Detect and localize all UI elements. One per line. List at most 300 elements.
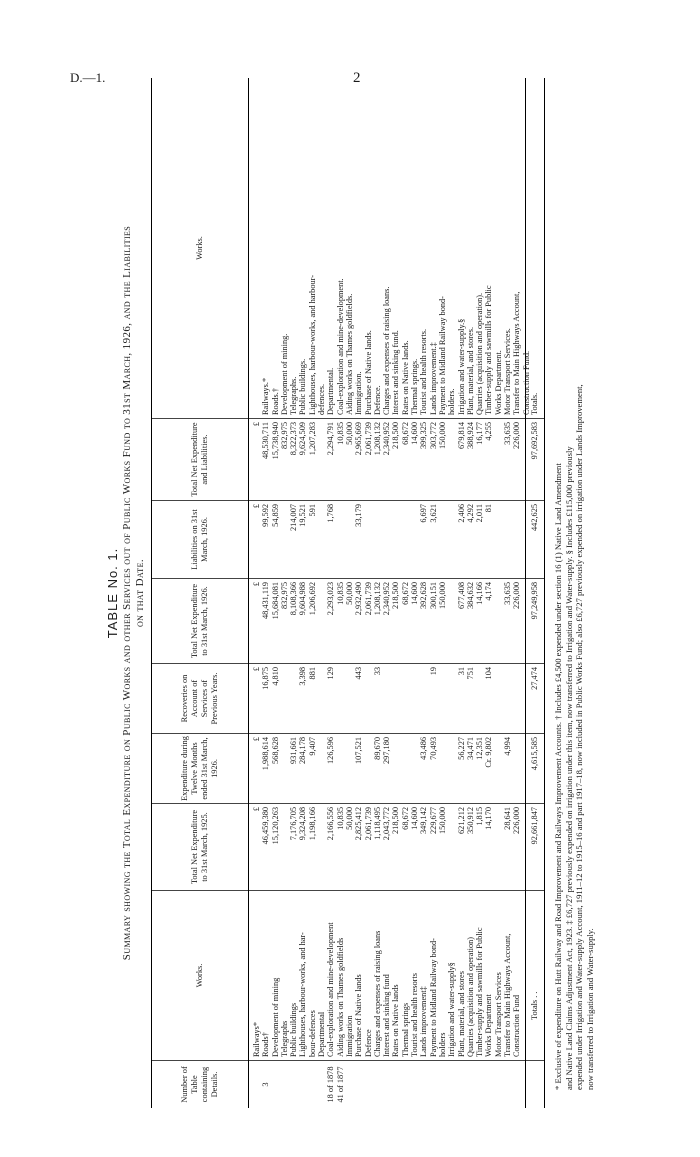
cell-works2: Roads.†	[270, 388, 280, 415]
cell-number	[252, 1064, 261, 1105]
cell-recoveries	[512, 667, 521, 730]
cell-total-1925	[317, 807, 326, 887]
cell-total-liab: 15,738,940	[270, 422, 280, 460]
cell-works: Tourist and health resorts	[410, 973, 420, 1057]
footnotes	[553, 90, 595, 1090]
cell-number	[438, 1064, 447, 1105]
totals-number-cell	[526, 1060, 544, 1108]
cell-works2: Purchase of Native lands.	[363, 330, 373, 415]
header-works-right: Works.	[195, 236, 204, 260]
cell-works: Defence	[363, 1029, 373, 1057]
cell-recoveries	[289, 667, 298, 730]
cell-recoveries: 443	[354, 667, 364, 680]
cell-number	[512, 1064, 521, 1105]
cell-works: Roads†	[261, 1032, 271, 1057]
cell-expenditure-year: 568,628	[270, 737, 280, 764]
cell-works2: holders.	[447, 388, 457, 415]
cell-total-1925: 9,324,208	[298, 807, 308, 841]
cell-total-1925: 7,176,705	[289, 807, 299, 841]
rotated-table-page	[105, 78, 625, 1108]
cell-works2: Defence.	[372, 385, 382, 415]
cell-total-1925: 68,672	[400, 807, 410, 830]
cell-total-liab: 2,340,952	[382, 422, 392, 456]
cell-works2: Lighthouses, harbour-works, and harbour-	[307, 275, 317, 415]
cell-total-1925: 10,835	[335, 807, 345, 830]
cell-works2: Lands improvement.‡	[428, 342, 438, 415]
page-number: 2	[353, 70, 361, 86]
cell-works2: defences.	[317, 383, 327, 415]
cell-expenditure-year: £	[252, 737, 261, 742]
cell-total-liab: 8,322,373	[289, 422, 299, 456]
cell-works: Departmental	[317, 1011, 327, 1057]
cell-number: 3	[261, 1082, 271, 1087]
cell-works: Charges and expenses of raising loans	[372, 930, 382, 1057]
cell-works: Lighthouses, harbour-works, and har-	[298, 932, 308, 1057]
cell-recoveries: 33	[372, 667, 382, 676]
cell-total-1926: 2,061,739	[363, 582, 373, 616]
cell-works2: Thermal springs.	[410, 358, 420, 415]
cell-total-1925: 50,000	[344, 807, 354, 830]
cell-total-1926	[447, 582, 456, 660]
cell-expenditure-year	[336, 737, 345, 800]
cell-liabilities	[280, 504, 289, 575]
cell-total-1925: 621,212	[456, 807, 466, 834]
cell-number	[280, 1064, 289, 1105]
cell-number	[289, 1064, 298, 1105]
column-works	[249, 890, 525, 1060]
header-liabilities: Liabilities on 31st March, 1926.	[152, 500, 248, 578]
cell-expenditure-year: 297,180	[382, 737, 392, 764]
cell-recoveries: 31	[456, 667, 466, 676]
cell-expenditure-year: 1,988,614	[261, 737, 271, 771]
cell-expenditure-year: Cr. 9,802	[484, 737, 494, 768]
cell-total-liab: 48,530,711	[261, 422, 271, 460]
cell-recoveries	[494, 667, 503, 730]
cell-liabilities	[410, 504, 419, 575]
cell-number	[410, 1064, 419, 1105]
cell-total-1925: 1,118,495	[372, 807, 382, 840]
cell-number	[364, 1064, 373, 1105]
cell-recoveries	[503, 667, 512, 730]
cell-works: Interest and sinking fund	[382, 974, 392, 1057]
cell-number	[429, 1064, 438, 1105]
cell-recoveries	[401, 667, 410, 730]
cell-total-liab: 679,814	[456, 422, 466, 449]
cell-works2	[252, 81, 261, 415]
cell-works2: Transfer to Main Highways Account,	[512, 291, 522, 415]
cell-works: Quarries (acquisition and operation)	[465, 936, 475, 1057]
footnote-line: and Native Land Claims Adjustment Act, 1923. ‡ £6,727 previously expended on irrigation under this item, now transferred to Irrigation and Water-supply. § Includes £115,000 previously	[563, 446, 574, 1090]
cell-works: Purchase of Native lands	[354, 974, 364, 1057]
cell-total-1925: 1,198,166	[307, 807, 317, 841]
cell-recoveries: 751	[465, 667, 475, 680]
cell-total-1926: 1,208,132	[372, 582, 382, 616]
cell-expenditure-year	[447, 737, 456, 800]
cell-total-liab	[447, 422, 456, 497]
cell-recoveries	[336, 667, 345, 730]
table-body	[249, 78, 531, 1108]
cell-total-1926: 2,340,952	[382, 582, 392, 616]
cell-total-1925	[494, 807, 503, 887]
cell-expenditure-year: 34,471	[465, 737, 475, 760]
cell-recoveries: £	[252, 667, 261, 672]
cell-total-liab: 50,000	[344, 422, 354, 445]
cell-total-1926	[494, 582, 503, 660]
cell-recoveries	[447, 667, 456, 730]
cell-total-1926: 1,206,692	[307, 582, 317, 616]
cell-number	[373, 1064, 382, 1105]
cell-total-1925: 2,061,739	[363, 807, 373, 841]
cell-liabilities	[438, 504, 447, 575]
cell-total-1926: 150,000	[437, 582, 447, 609]
cell-expenditure-year: 284,178	[298, 737, 308, 764]
cell-works: Aiding works on Thames goldfields	[335, 937, 345, 1057]
cell-expenditure-year: 9,407	[307, 737, 317, 756]
expenditure-table	[151, 78, 545, 1108]
cell-liabilities: 81	[484, 504, 494, 513]
cell-works: Public buildings	[289, 1002, 299, 1057]
column-recoveries	[249, 663, 525, 733]
column-total-1926	[249, 578, 525, 663]
cell-number	[494, 1064, 503, 1105]
cell-works: Transfer to Main Highways Account,	[503, 933, 513, 1057]
cell-expenditure-year: 70,493	[428, 737, 438, 760]
cell-total-1925: 229,677	[428, 807, 438, 834]
cell-total-1926: 10,835	[335, 582, 345, 605]
table-header-row	[152, 78, 249, 1108]
cell-recoveries	[475, 667, 484, 730]
cell-works: Payment to Midland Railway bond-	[428, 938, 438, 1057]
cell-works2: Interest and sinking fund.	[391, 330, 401, 415]
cell-liabilities: 214,007	[289, 504, 299, 531]
cell-works: holders	[437, 1032, 447, 1057]
cell-total-1926: 68,672	[400, 582, 410, 605]
totals-row	[525, 78, 544, 1108]
cell-liabilities: 2,406	[456, 504, 466, 523]
cell-total-1925: £	[252, 807, 261, 812]
cell-total-liab: 33,635	[503, 422, 513, 445]
cell-works2: Works Department.	[493, 350, 503, 415]
header-recoveries: Recoveries on Account of Services of Previous Years.	[152, 663, 248, 733]
cell-total-1925	[280, 807, 289, 887]
cell-recoveries	[391, 667, 400, 730]
cell-works2: Motor Transport Services.	[503, 328, 513, 415]
cell-expenditure-year: 931,661	[289, 737, 299, 764]
cell-total-liab: 399,325	[419, 422, 429, 449]
cell-expenditure-year: 89,670	[372, 737, 382, 760]
cell-number	[466, 1064, 475, 1105]
cell-number	[391, 1064, 400, 1105]
cell-works2: Payment to Midland Railway bond-	[437, 296, 447, 415]
totals-recoveries: 27,474	[526, 663, 544, 733]
cell-total-1926: 48,431,119	[261, 582, 271, 620]
cell-recoveries	[410, 667, 419, 730]
header-expenditure-year: Expenditure during Twelve Months ended 31st March, 1926.	[152, 733, 248, 803]
cell-total-1925: 2,043,772	[382, 807, 392, 841]
cell-total-liab	[317, 422, 326, 497]
cell-liabilities: 99,592	[261, 504, 271, 527]
cell-expenditure-year: 43,486	[419, 737, 429, 760]
footnote-line: expended under Irrigation and Water-supply Account, 1911–12 to 1915–16 and part 1917–18, now included in Public Works Fund; also £6,727 previously expended on irrigation under Lands Improvement,	[574, 384, 584, 1090]
cell-number: 18 of 1878	[326, 1066, 336, 1103]
cell-total-1926: 8,108,366	[289, 582, 299, 616]
header-total-1925: Total Net Expenditure to 31st March, 1925.	[152, 803, 248, 890]
cell-works: Timber-supply and sawmills for Public	[475, 927, 485, 1057]
footnote-line: * Exclusive of expenditure on Hutt Railway and Road Improvement and Railways Improvement Accounts. † Includes £4,500 expended under section 16 (1) Native Land Amendment	[553, 463, 563, 1090]
cell-total-1926: 14,600	[410, 582, 420, 605]
cell-recoveries: 4,810	[270, 667, 280, 686]
cell-total-1926: 677,408	[456, 582, 466, 609]
cell-total-1925: 15,120,263	[270, 807, 280, 845]
cell-expenditure-year: 126,596	[326, 737, 336, 764]
cell-works2: Rates on Native lands.	[400, 340, 410, 415]
cell-number	[308, 1064, 317, 1105]
cell-works: Motor Transport Services	[493, 972, 503, 1057]
cell-works2: Departmental.	[326, 367, 336, 415]
cell-total-liab: 14,600	[410, 422, 420, 445]
cell-total-1926: 300,151	[428, 582, 438, 609]
cell-liabilities	[336, 504, 345, 575]
cell-total-liab: 2,294,791	[326, 422, 336, 456]
cell-total-1926: 50,000	[344, 582, 354, 605]
cell-total-liab	[494, 422, 503, 497]
column-works-right	[249, 78, 531, 418]
cell-total-liab: 226,000	[512, 422, 522, 449]
cell-liabilities	[512, 504, 521, 575]
cell-works2: Railways.*	[261, 377, 271, 415]
cell-works2: Public buildings.	[298, 358, 308, 415]
cell-total-1926: 4,174	[484, 582, 494, 601]
cell-total-1926: 226,000	[512, 582, 522, 609]
cell-works: Thermal springs	[400, 1002, 410, 1057]
cell-number	[484, 1064, 493, 1105]
cell-works: Development of mining	[270, 977, 280, 1057]
cell-recoveries	[382, 667, 391, 730]
header-number: Number of Table containing Details.	[152, 1060, 248, 1108]
table-subtitle-cont: on that Date.	[134, 558, 146, 628]
totals-liabilities: 442,625	[526, 500, 544, 578]
cell-recoveries: 129	[326, 667, 336, 680]
cell-total-1925: 218,500	[391, 807, 401, 834]
page-header: D.—1.	[70, 70, 106, 85]
cell-total-1925: 150,000	[437, 807, 447, 834]
cell-total-liab: 1,207,283	[307, 422, 317, 456]
cell-number	[401, 1064, 410, 1105]
cell-total-1926: 2,293,023	[326, 582, 336, 616]
cell-liabilities: 19,521	[298, 504, 308, 527]
cell-works: Railways*	[252, 1021, 261, 1057]
cell-total-1926: £	[252, 582, 261, 587]
header-works: Works.	[152, 890, 248, 1060]
cell-number	[271, 1064, 280, 1105]
cell-works: Rates on Native lands	[391, 984, 401, 1057]
cell-number	[298, 1064, 307, 1105]
cell-works: bour-defences	[307, 1010, 317, 1057]
cell-total-1925: 14,170	[484, 807, 494, 830]
cell-liabilities: 54,859	[270, 504, 280, 527]
cell-works: Coal-exploration and mine-development	[326, 922, 336, 1057]
cell-liabilities: £	[252, 504, 261, 509]
cell-total-1926: 832,975	[279, 582, 289, 609]
cell-recoveries	[438, 667, 447, 730]
cell-total-liab: 1,208,132	[372, 422, 382, 456]
totals-total-1925: 92,661,847	[526, 803, 544, 890]
cell-liabilities	[345, 504, 354, 575]
cell-works2: Immigration.	[354, 371, 364, 415]
cell-expenditure-year	[345, 737, 354, 800]
cell-number	[345, 1064, 354, 1105]
cell-works2: Telegraphs.	[289, 376, 299, 415]
cell-total-1926: 2,932,490	[354, 582, 364, 616]
cell-total-1925: 350,912	[465, 807, 475, 834]
column-total-liabilities	[249, 418, 525, 500]
cell-works2: Charges and expenses of raising loans.	[382, 286, 392, 415]
cell-total-liab: 2,061,739	[363, 422, 373, 456]
cell-liabilities: 591	[307, 504, 317, 517]
cell-recoveries	[364, 667, 373, 730]
cell-expenditure-year	[364, 737, 373, 800]
cell-total-1926	[317, 582, 326, 660]
cell-expenditure-year	[280, 737, 289, 800]
cell-expenditure-year	[512, 737, 521, 800]
cell-liabilities: 1,768	[326, 504, 336, 523]
cell-works: Immigration	[344, 1015, 354, 1057]
cell-expenditure-year: 12,351	[475, 737, 485, 760]
cell-liabilities	[447, 504, 456, 575]
cell-recoveries: 19	[428, 667, 438, 676]
cell-works: Lands improvement‡	[419, 986, 429, 1057]
column-number	[249, 1060, 525, 1108]
cell-expenditure-year	[317, 737, 326, 800]
cell-works2: Aiding works on Thames goldfields.	[344, 293, 354, 415]
cell-liabilities: 2,011	[475, 504, 485, 523]
cell-total-1925: 2,825,412	[354, 807, 364, 841]
cell-works: Construction Fund	[512, 995, 522, 1057]
cell-recoveries: 881	[307, 667, 317, 680]
cell-number	[317, 1064, 326, 1105]
cell-number	[419, 1064, 428, 1105]
cell-expenditure-year	[391, 737, 400, 800]
cell-recoveries	[419, 667, 428, 730]
table-subtitle: Summary showing the Total Expenditure on Public Works and other Services out of Public Works Fund to 31st March, 1926, and the Liabilities	[121, 225, 133, 961]
cell-total-1926: 14,166	[475, 582, 485, 605]
cell-works: Plant, material, and stores	[456, 971, 466, 1057]
cell-liabilities	[391, 504, 400, 575]
cell-liabilities	[317, 504, 326, 575]
cell-liabilities	[401, 504, 410, 575]
totals-expenditure-year: 4,615,585	[526, 733, 544, 803]
header-total-liabilities: Total Net Expenditure and Liabilities.	[152, 418, 248, 500]
cell-total-liab: 218,500	[391, 422, 401, 449]
cell-works2: Quarries (acquisition and operation).	[475, 292, 485, 415]
column-liabilities	[249, 500, 525, 578]
cell-total-1925: 1,815	[475, 807, 485, 826]
cell-recoveries: 3,398	[298, 667, 308, 686]
cell-total-1925: 226,000	[512, 807, 522, 834]
cell-total-liab: 68,672	[400, 422, 410, 445]
cell-recoveries	[317, 667, 326, 730]
cell-liabilities	[494, 504, 503, 575]
header-total-1926: Total Net Expenditure to 31st March, 1926.	[152, 578, 248, 663]
cell-works2: Tourist and health resorts.	[419, 328, 429, 415]
cell-liabilities	[503, 504, 512, 575]
cell-works2: Irrigation and water-supply.§	[456, 318, 466, 415]
cell-number	[503, 1064, 512, 1105]
cell-liabilities: 33,179	[354, 504, 364, 527]
cell-liabilities: 3,621	[428, 504, 438, 523]
cell-works: Works Department	[484, 994, 494, 1057]
cell-total-liab: 832,975	[279, 422, 289, 449]
cell-liabilities	[364, 504, 373, 575]
cell-liabilities: 4,292	[465, 504, 475, 523]
cell-total-liab: 303,772	[428, 422, 438, 449]
cell-expenditure-year: 107,521	[354, 737, 364, 764]
totals-label: Totals . .	[526, 890, 544, 1060]
cell-works2: Construction Fund.	[521, 350, 531, 415]
cell-total-liab: 4,255	[484, 422, 494, 441]
cell-liabilities	[382, 504, 391, 575]
cell-total-1926: 15,684,081	[270, 582, 280, 620]
cell-number: 41 of 1877	[335, 1066, 345, 1103]
cell-total-1925	[447, 807, 456, 887]
cell-expenditure-year	[494, 737, 503, 800]
column-expenditure-year	[249, 733, 525, 803]
cell-total-liab: £	[252, 422, 261, 427]
table-title: TABLE No. 1.	[105, 547, 120, 639]
cell-total-1926: 384,632	[465, 582, 475, 609]
cell-recoveries: 104	[484, 667, 494, 680]
totals-total-1926: 97,249,958	[526, 578, 544, 663]
cell-expenditure-year: 4,994	[503, 737, 513, 756]
cell-expenditure-year	[438, 737, 447, 800]
cell-total-liab: 10,835	[335, 422, 345, 445]
cell-total-1925: 349,142	[419, 807, 429, 834]
cell-number	[447, 1064, 456, 1105]
cell-total-liab: 150,000	[437, 422, 447, 449]
cell-works2: Plant, material, and stores.	[465, 326, 475, 415]
cell-recoveries: 16,875	[261, 667, 271, 690]
cell-liabilities: 6,697	[419, 504, 429, 523]
cell-total-liab: 16,177	[475, 422, 485, 445]
cell-total-1925: 28,641	[503, 807, 513, 830]
cell-total-1926: 9,604,988	[298, 582, 308, 616]
totals-works-right: Totals.	[530, 392, 539, 415]
totals-total-liabilities: 97,692,583	[526, 418, 544, 500]
cell-works: Telegraphs	[279, 1020, 289, 1057]
column-total-1925	[249, 803, 525, 890]
cell-expenditure-year	[410, 737, 419, 800]
cell-total-liab: 9,624,509	[298, 422, 308, 456]
cell-works: Irrigation and water-supply§	[447, 962, 457, 1057]
cell-recoveries	[345, 667, 354, 730]
cell-total-1926: 218,500	[391, 582, 401, 609]
cell-works2: Timber-supply and sawmills for Public	[484, 285, 494, 415]
cell-expenditure-year	[401, 737, 410, 800]
cell-total-1925: 2,166,556	[326, 807, 336, 841]
cell-total-liab: 388,924	[465, 422, 475, 449]
cell-total-1926: 33,635	[503, 582, 513, 605]
footnote-line: now transferred to Irrigation and Water-supply.	[584, 928, 595, 1090]
cell-total-1925: 14,600	[410, 807, 420, 830]
cell-total-liab: 2,965,669	[354, 422, 364, 456]
cell-works2: Coal-exploration and mine-development.	[335, 278, 345, 415]
cell-number	[354, 1064, 363, 1105]
cell-expenditure-year: 56,227	[456, 737, 466, 760]
cell-total-1926: 392,628	[419, 582, 429, 609]
cell-recoveries	[280, 667, 289, 730]
cell-liabilities	[373, 504, 382, 575]
cell-number	[475, 1064, 484, 1105]
